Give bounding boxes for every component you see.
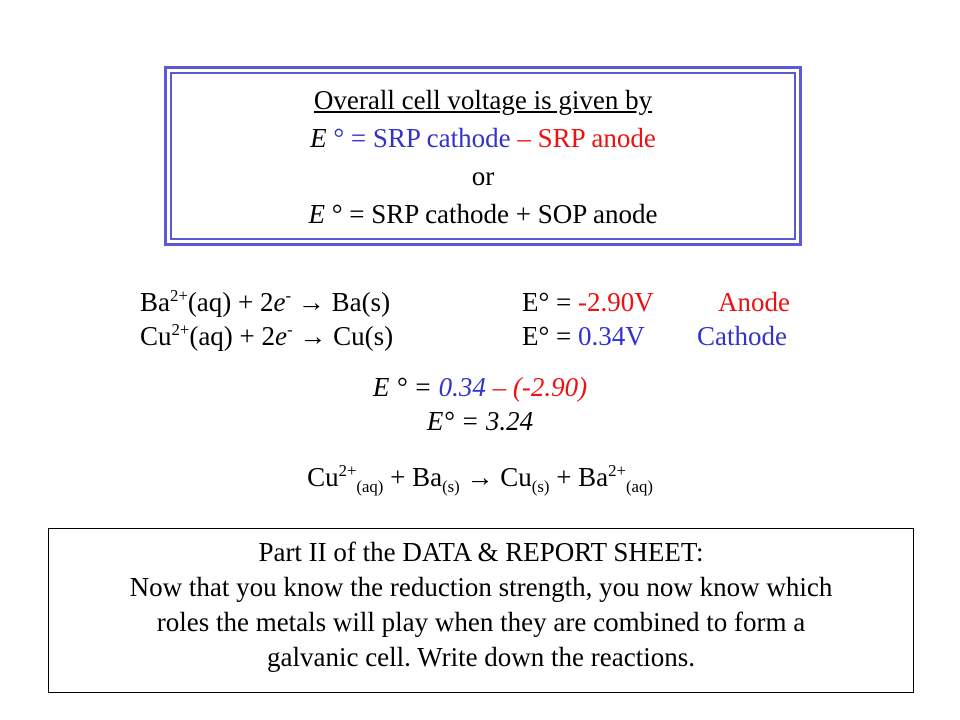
cell-voltage-heading-text: Overall cell voltage is given by (313, 85, 653, 115)
overall-s-1: (s) (442, 476, 460, 496)
instructions-line-3: roles the metals will play when they are combined to form a (156, 607, 806, 637)
ba-charge: 2+ (170, 285, 188, 305)
cell-potential-calculation (0, 370, 960, 438)
ba-product: Ba(s) (331, 287, 391, 317)
formula-equals: ° = (326, 123, 373, 153)
cu-charge: 2+ (171, 319, 190, 339)
formula-e-symbol: E (310, 123, 327, 153)
formula-srp-cathode: SRP cathode (372, 123, 511, 153)
ba-potential-label: E° = (522, 287, 579, 317)
calc-cathode-value: 0.34 (438, 372, 486, 402)
ba-arrow: → (291, 287, 332, 317)
cell-voltage-box (164, 66, 802, 246)
instructions-line-4: galvanic cell. Write down the reactions. (266, 642, 695, 672)
copper-half-reaction (140, 319, 393, 353)
overall-cu-product: Cu (500, 462, 532, 492)
cell-voltage-heading (167, 81, 799, 119)
calc-prefix: E ° = (372, 372, 439, 402)
or-connector: or (471, 161, 495, 191)
ba-mid: (aq) + 2 (187, 287, 274, 317)
overall-s-2: (s) (531, 476, 550, 496)
overall-arrow: → (459, 462, 501, 492)
ba-electron: e (273, 287, 286, 317)
copper-potential (522, 319, 645, 353)
cu-arrow: → (292, 321, 334, 351)
srp-difference-formula (167, 119, 799, 157)
overall-reaction (0, 460, 960, 494)
cu-potential-value: 0.34V (578, 321, 645, 351)
formula-minus: – (510, 123, 538, 153)
cu-mid: (aq) + 2 (189, 321, 276, 351)
cu-product: Cu(s) (333, 321, 394, 351)
sop-sum-formula (167, 195, 799, 233)
overall-cu: Cu (307, 462, 339, 492)
ba-species: Ba (140, 287, 170, 317)
overall-ba-charge: 2+ (608, 460, 626, 480)
overall-plus-ba: + Ba (383, 462, 443, 492)
cu-electron: e (275, 321, 288, 351)
barium-half-reaction (140, 285, 390, 319)
overall-aq-1: (aq) (356, 476, 384, 496)
calc-result: E° = 3.24 (426, 406, 534, 436)
calc-anode-value: (-2.90) (512, 372, 588, 402)
formula2-e-symbol: E (308, 199, 325, 229)
cu-electron-charge: - (287, 319, 293, 339)
barium-role: Anode (718, 287, 790, 317)
cu-potential-label: E° = (522, 321, 579, 351)
calc-minus: – (485, 372, 513, 402)
calc-line-1 (0, 370, 960, 404)
barium-potential (522, 285, 654, 319)
instructions-box (48, 528, 914, 693)
ba-electron-charge: - (285, 285, 292, 305)
instructions-title: Part II of the DATA & REPORT SHEET: (258, 537, 704, 567)
cu-species: Cu (140, 321, 172, 351)
formula-srp-anode: SRP anode (537, 123, 656, 153)
overall-aq-2: (aq) (625, 476, 653, 496)
instructions-line-2: Now that you know the reduction strength, you now know which (129, 572, 833, 602)
copper-role: Cathode (697, 321, 787, 351)
overall-cu-charge: 2+ (338, 460, 357, 480)
overall-plus-ba-2: + Ba (549, 462, 609, 492)
ba-potential-value: -2.90V (578, 287, 654, 317)
formula2-rest: ° = SRP cathode + SOP anode (325, 199, 658, 229)
